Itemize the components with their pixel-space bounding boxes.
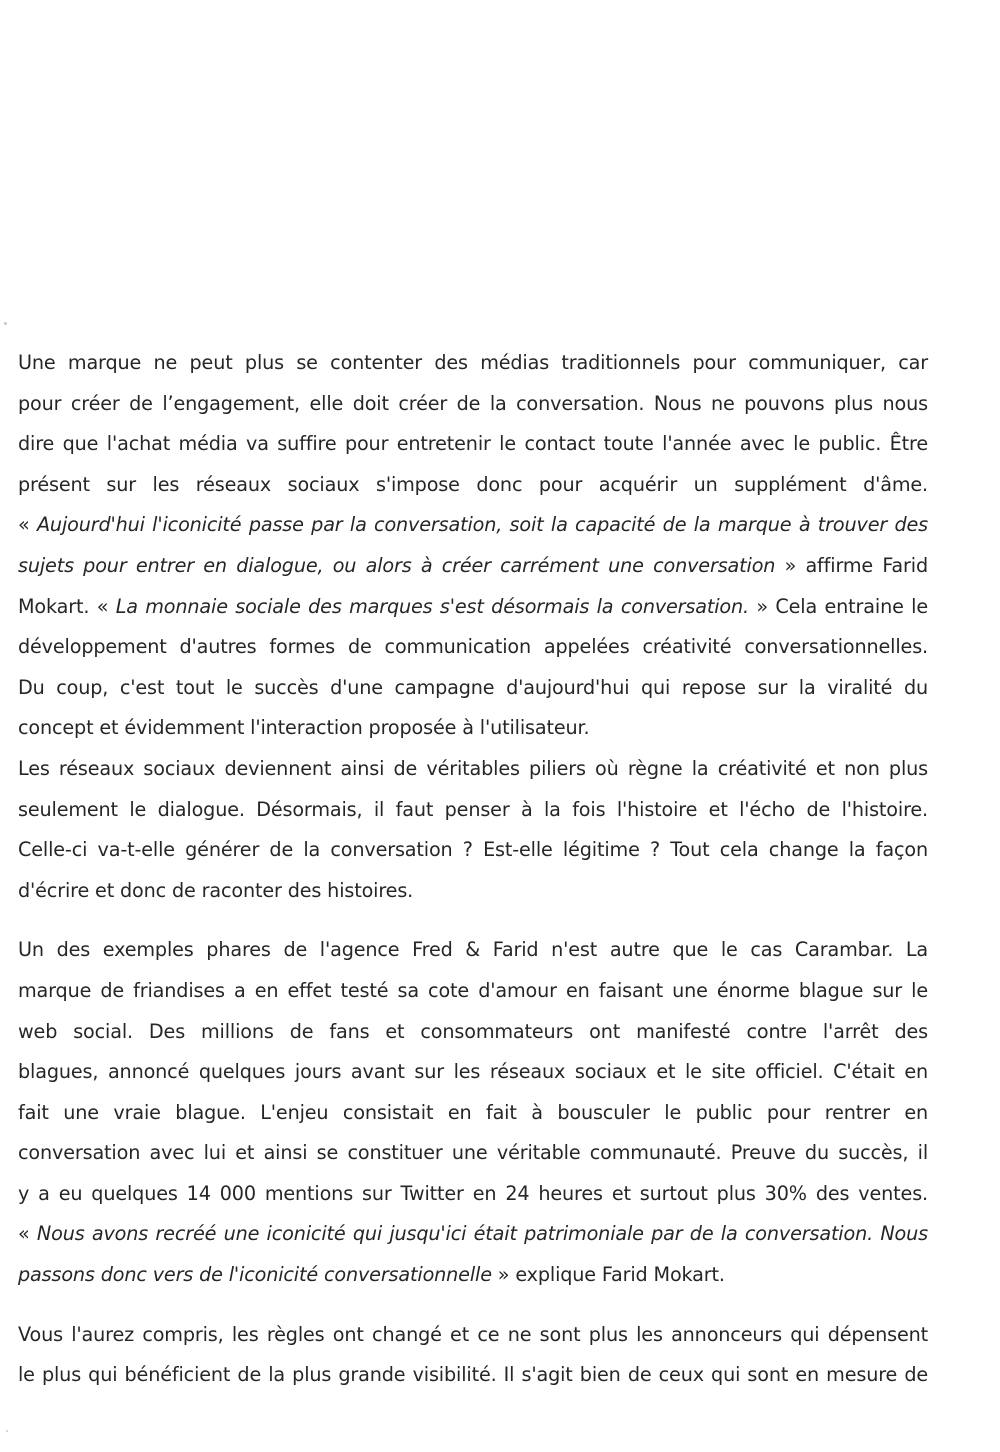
text-line	[18, 668, 928, 709]
text-run: Celle-ci va-t-elle générer de la conversation ? Est-elle légitime ? Tout cela change la façon	[18, 838, 928, 862]
text-line	[18, 1355, 928, 1396]
quote-text: Aujourd'hui l'iconicité passe par la conversation, soit la capacité de la marque à trouver des	[36, 513, 928, 537]
paragraph-gap	[18, 911, 928, 930]
quote-text: passons donc vers de l'iconicité conversationnelle	[18, 1263, 492, 1287]
text-line	[18, 971, 928, 1012]
text-line	[18, 627, 928, 668]
text-line	[18, 587, 928, 628]
text-run: Vous l'aurez compris, les règles ont changé et ce ne sont plus les annonceurs qui dépensent	[18, 1322, 928, 1346]
text-run: pour créer de l’engagement, elle doit créer de la conversation. Nous ne pouvons plus nous	[18, 391, 928, 415]
quote-text: La monnaie sociale des marques s'est désormais la conversation.	[115, 594, 749, 618]
text-line	[18, 424, 928, 465]
text-run: Du coup, c'est tout le succès d'une campagne d'aujourd'hui qui repose sur la viralité du	[18, 675, 928, 699]
text-line	[18, 1214, 928, 1255]
document-body	[18, 343, 928, 1396]
text-line	[18, 1093, 928, 1134]
text-run: Mokart. «	[18, 594, 116, 618]
text-run: » Cela entraine le	[748, 594, 928, 618]
paragraph	[18, 343, 928, 911]
text-run: le plus qui bénéficient de la plus grande visibilité. Il s'agit bien de ceux qui sont en mesure de	[18, 1363, 928, 1387]
paragraph	[18, 1315, 928, 1396]
text-line	[18, 505, 928, 546]
text-run: web social. Des millions de fans et consommateurs ont manifesté contre l'arrêt des	[18, 1019, 928, 1043]
text-run: Un des exemples phares de l'agence Fred & Farid n'est autre que le cas Carambar. La	[18, 938, 928, 962]
text-run: concept et évidemment l'interaction proposée à l'utilisateur.	[18, 716, 590, 740]
paragraph-gap	[18, 1296, 928, 1315]
text-run: développement d'autres formes de communication appelées créativité conversationnelles.	[18, 635, 928, 659]
text-run: » explique Farid Mokart.	[491, 1263, 725, 1287]
text-run: » affirme Farid	[775, 553, 928, 577]
text-run: conversation avec lui et ainsi se constituer une véritable communauté. Preuve du succès, il	[18, 1141, 928, 1165]
text-line	[18, 830, 928, 871]
quote-text: Nous avons recréé une iconicité qui jusqu'ici était patrimoniale par de la conversation. Nous	[36, 1222, 928, 1246]
text-line	[18, 930, 928, 971]
scan-speck	[4, 322, 7, 325]
quote-text: sujets pour entrer en dialogue, ou alors à créer carrément une conversation	[18, 553, 776, 577]
text-line	[18, 1012, 928, 1053]
text-line	[18, 1255, 928, 1296]
text-line	[18, 871, 928, 912]
text-run: seulement le dialogue. Désormais, il faut penser à la fois l'histoire et l'écho de l'histoire.	[18, 797, 928, 821]
text-line	[18, 465, 928, 506]
text-run: y a eu quelques 14 000 mentions sur Twitter en 24 heures et surtout plus 30% des ventes.	[18, 1181, 928, 1205]
text-line	[18, 790, 928, 831]
text-run: marque de friandises a en effet testé sa cote d'amour en faisant une énorme blague sur le	[18, 978, 928, 1002]
text-line	[18, 1133, 928, 1174]
text-line	[18, 749, 928, 790]
text-run: «	[18, 513, 37, 537]
text-run: dire que l'achat média va suffire pour entretenir le contact toute l'année avec le public. Être	[18, 432, 928, 456]
text-run: Une marque ne peut plus se contenter des médias traditionnels pour communiquer, car	[18, 351, 928, 374]
text-run: fait une vraie blague. L'enjeu consistait en fait à bousculer le public pour rentrer en	[18, 1100, 928, 1124]
text-line	[18, 343, 928, 384]
scan-speck	[6, 1430, 8, 1432]
paragraph	[18, 930, 928, 1295]
text-line	[18, 384, 928, 425]
text-run: d'écrire et donc de raconter des histoires.	[18, 878, 414, 902]
text-line	[18, 1174, 928, 1215]
text-line	[18, 546, 928, 587]
text-line	[18, 708, 928, 749]
text-line	[18, 1052, 928, 1093]
text-line	[18, 1315, 928, 1356]
text-run: présent sur les réseaux sociaux s'impose donc pour acquérir un supplément d'âme.	[18, 472, 928, 496]
text-run: «	[18, 1222, 37, 1246]
text-run: Les réseaux sociaux deviennent ainsi de véritables piliers où règne la créativité et non plus	[18, 756, 928, 780]
text-run: blagues, annoncé quelques jours avant sur les réseaux sociaux et le site officiel. C'était en	[18, 1060, 928, 1084]
